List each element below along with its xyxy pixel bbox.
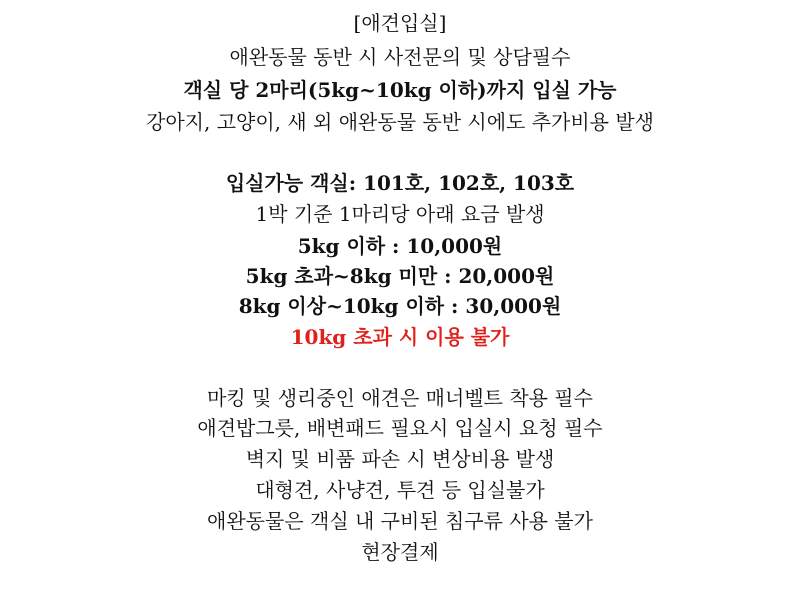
fee-tier-3: 8kg 이상~10kg 이하 : 30,000원: [238, 294, 562, 318]
onsite-payment: 현장결제: [361, 540, 439, 564]
extra-charge-note: 강아지, 고양이, 새 외 애완동물 동반 시에도 추가비용 발생: [146, 110, 654, 134]
available-rooms: 입실가능 객실: 101호, 102호, 103호: [225, 171, 575, 195]
fee-tier-2: 5kg 초과~8kg 미만 : 20,000원: [245, 264, 555, 288]
document-title: [애견입실]: [353, 11, 447, 35]
room-pet-limit: 객실 당 2마리(5kg~10kg 이하)까지 입실 가능: [183, 78, 617, 102]
bedding-restriction: 애완동물은 객실 내 구비된 침구류 사용 불가: [207, 509, 593, 533]
damage-charge-rule: 벽지 및 비품 파손 시 변상비용 발생: [245, 447, 555, 471]
fee-basis: 1박 기준 1마리당 아래 요금 발생: [255, 202, 545, 226]
manner-belt-rule: 마킹 및 생리중인 애견은 매너벨트 착용 필수: [207, 386, 593, 410]
overweight-warning: 10kg 초과 시 이용 불가: [290, 325, 510, 349]
large-dog-restriction: 대형견, 사냥견, 투견 등 입실불가: [255, 478, 545, 502]
consultation-note: 애완동물 동반 시 사전문의 및 상담필수: [229, 45, 571, 69]
fee-tier-1: 5kg 이하 : 10,000원: [297, 234, 503, 258]
supplies-request-rule: 애견밥그릇, 배변패드 필요시 입실시 요청 필수: [197, 416, 603, 440]
